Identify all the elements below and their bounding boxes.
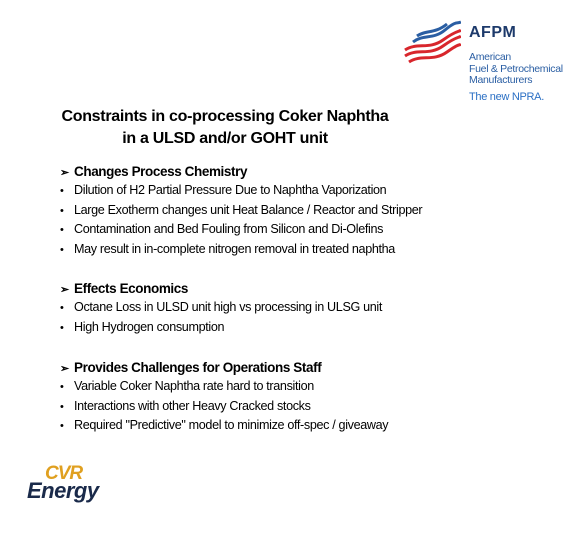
list-item	[60, 298, 530, 318]
section-process-chemistry	[60, 162, 530, 259]
arrow-bullet-icon: ➢	[60, 284, 69, 296]
bullet-icon: •	[60, 243, 64, 256]
cvr-logo-line-1: CVR	[45, 463, 83, 484]
list-item	[60, 181, 530, 201]
slide-title	[40, 106, 410, 150]
bullet-icon: •	[60, 204, 64, 217]
section-heading-text: Effects Economics	[74, 281, 188, 296]
section-economics	[60, 279, 530, 337]
list-item-text: Octane Loss in ULSD unit high vs processing in ULSG unit	[74, 300, 383, 314]
bullet-icon: •	[60, 185, 64, 197]
list-item-text: Contamination and Bed Fouling from Silicon and Di-Olefins	[74, 222, 384, 236]
list-item-text: High Hydrogen consumption	[74, 319, 225, 334]
list-item	[60, 201, 530, 221]
cvr-logo-line-2: Energy	[27, 478, 99, 503]
list-item-text: Variable Coker Naphtha rate hard to transition	[74, 379, 314, 393]
afpm-full-name-line: Manufacturers	[469, 74, 533, 86]
afpm-full-name	[469, 52, 584, 87]
bullet-icon: •	[60, 381, 64, 393]
list-item	[60, 240, 530, 260]
bullet-icon: •	[60, 224, 64, 236]
section-operations	[60, 358, 530, 436]
list-item	[60, 220, 530, 240]
afpm-tagline: The new NPRA.	[469, 91, 544, 103]
section-heading	[60, 358, 530, 377]
afpm-logo	[403, 14, 578, 124]
bullet-icon: •	[60, 420, 64, 432]
slide-title-line-1: Constraints in co-processing Coker Naphtha	[61, 108, 389, 125]
arrow-bullet-icon: ➢	[60, 167, 69, 179]
list-item	[60, 416, 530, 436]
list-item-text: Interactions with other Heavy Cracked stocks	[74, 398, 311, 413]
list-item-text: Dilution of H2 Partial Pressure Due to Naphtha Vaporization	[74, 183, 387, 197]
section-heading	[60, 279, 530, 298]
arrow-bullet-icon: ➢	[60, 363, 69, 375]
list-item	[60, 377, 530, 397]
cvr-energy-logo	[27, 463, 122, 508]
slide-title-line-2: in a ULSD and/or GOHT unit	[122, 130, 328, 147]
bullet-icon: •	[60, 400, 64, 413]
bullet-icon: •	[60, 302, 64, 314]
bullet-icon: •	[60, 321, 64, 334]
list-item	[60, 397, 530, 417]
afpm-name: AFPM	[469, 24, 517, 41]
afpm-full-name-line: Fuel & Petrochemical	[469, 62, 563, 75]
section-heading-text: Changes Process Chemistry	[74, 164, 248, 179]
list-item	[60, 318, 530, 338]
list-item-text: Large Exotherm changes unit Heat Balance / Reactor and Stripper	[74, 202, 423, 217]
section-heading-text: Provides Challenges for Operations Staff	[74, 360, 322, 375]
afpm-full-name-line: American	[469, 51, 511, 63]
section-heading	[60, 162, 530, 181]
afpm-flag-icon	[403, 20, 461, 66]
list-item-text: Required "Predictive" model to minimize off-spec / giveaway	[74, 418, 389, 432]
list-item-text: May result in in-complete nitrogen removal in treated naphtha	[74, 241, 395, 256]
